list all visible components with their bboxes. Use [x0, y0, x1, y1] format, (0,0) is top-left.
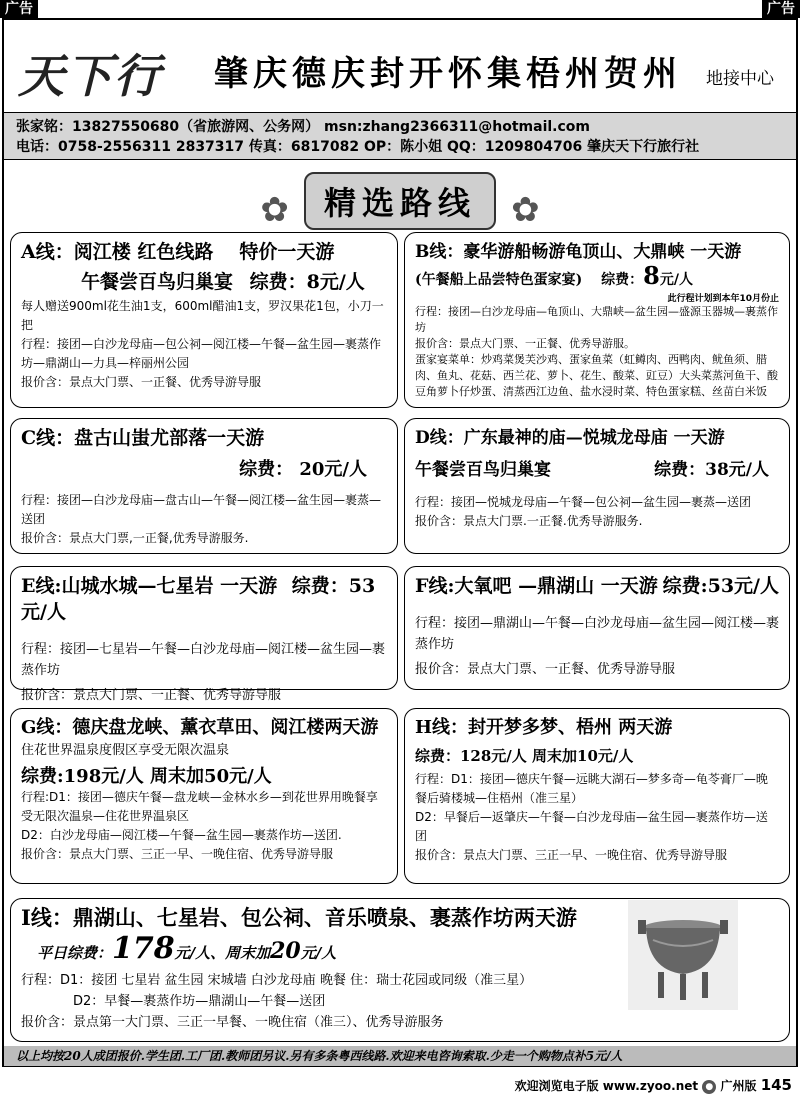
route-g-includes: 报价含：景点大门票、三正一早、一晚住宿、优秀导游导服 — [21, 847, 334, 861]
contact-line-2: 电话：0758-2556311 2837317 传真：6817082 OP：陈小姐 QQ：1209804706 肇庆天下行旅行社 — [16, 139, 700, 155]
route-f-title: F线:大氧吧 —鼎湖山 一天游 — [415, 575, 658, 597]
section-title: 精选路线 — [304, 172, 496, 230]
route-card-c — [10, 418, 398, 554]
contact-line-1: 张家铭：13827550680（省旅游网、公务网） msn:zhang2366311@hotmail.com — [16, 119, 590, 135]
route-card-e — [10, 566, 398, 703]
route-e-includes: 报价含：景点大门票、一正餐、优秀导游导服 — [21, 688, 282, 703]
route-a-itinerary: 行程：接团—白沙龙母庙—包公祠—阅江楼—午餐—盆生园—裹蒸作坊—鼎湖山—力具—梓丽州公园 — [21, 337, 382, 370]
route-b-menu: 蛋家宴菜单：炒鸡菜煲芙沙鸡、蛋家鱼菜（虹鳟肉、西鸭肉、鱿鱼须、腊肉、鱼丸、花菇、西兰花、萝卜、花生、酸菜、豇豆）大头菜蒸河鱼干、酸豆角萝卜仔炒蛋、清蒸西江边鱼、盐水浸时菜、特色蛋家糕、丝苗白米饭 — [415, 353, 778, 398]
brand-logo: 天下行 — [18, 49, 162, 103]
route-c-price: 综费： 20元/人 — [239, 459, 367, 480]
route-i-d1: 行程：D1：接团 七星岩 盆生园 宋城墙 白沙龙母庙 晚餐 住：瑞士花园或同级（准三星） — [21, 973, 533, 988]
route-a-title: A线：阅江楼 红色线路 — [21, 241, 214, 263]
route-h-price: 综费：128元/人 周末加10元/人 — [415, 747, 634, 765]
route-g-d2: D2：白沙龙母庙—阅江楼—午餐—盆生园—裹蒸作坊—送团. — [21, 828, 342, 842]
route-i-price-mid: 元/人、周末加 — [174, 944, 271, 962]
route-i-includes: 报价含：景点第一大门票、三正一早餐、一晚住宿（准三）、优秀导游服务 — [21, 1015, 444, 1030]
route-c-title: C线：盘古山蚩尤部落一天游 — [21, 427, 265, 449]
flower-icon: ✿ — [511, 189, 540, 230]
logo-dot-icon: ● — [702, 1080, 716, 1094]
route-d-itinerary: 行程：接团—悦城龙母庙—午餐—包公祠—盆生园—裹蒸—送团 — [415, 495, 752, 509]
route-e-itinerary: 行程：接团—七星岩—午餐—白沙龙母庙—阅江楼—盆生园—裹蒸作坊 — [21, 642, 386, 678]
route-a-tag: 特价一天游 — [239, 241, 335, 263]
route-h-title: H线：封开梦多梦、梧州 两天游 — [415, 717, 673, 738]
header — [4, 30, 796, 108]
route-d-title: D线：广东最神的庙—悦城龙母庙 一天游 — [415, 428, 725, 448]
route-g-sub: 住花世界温泉度假区享受无限次温泉 — [21, 743, 230, 758]
route-i-d2: D2：早餐—裹蒸作坊—鼎湖山—午餐—送团 — [73, 994, 326, 1009]
center-label: 地接中心 — [706, 69, 774, 89]
route-i-extra-num: 20 — [270, 938, 301, 964]
route-c-includes: 报价含：景点大门票,一正餐,优秀导游服务. — [21, 531, 249, 545]
route-b-price-label: 综费： — [601, 272, 644, 288]
route-g-d1: 行程:D1：接团—德庆午餐—盘龙峡—金林水乡—到花世界用晚餐享受无限次温泉—住花世界温泉区 — [21, 790, 378, 823]
route-b-price-num: 8 — [643, 261, 660, 290]
route-b-itinerary: 行程：接团—白沙龙母庙—龟顶山、大鼎峡—盆生园—盛源玉器城—裹蒸作坊 — [415, 305, 778, 334]
route-e-price: 综费：53元/人 — [21, 575, 376, 623]
section-heading — [0, 166, 800, 230]
route-card-h — [404, 708, 790, 884]
footer-note: 以上均按20人成团报价.学生团.工厂团.教师团另议.另有多条粤西线路.欢迎来电咨询索取.少走一个购物点补5元/人 — [4, 1046, 796, 1066]
page-number: 145 — [760, 1076, 792, 1094]
route-i-title: I线：鼎湖山、七星岩、包公祠、音乐喷泉、裹蒸作坊两天游 — [21, 905, 577, 930]
bronze-urn-image — [628, 900, 738, 1010]
route-i-price-num: 178 — [112, 931, 175, 966]
route-i-price-prefix: 平日综费： — [37, 944, 113, 962]
route-a-meal: 午餐尝百鸟归巢宴 — [81, 271, 234, 293]
cities-heading: 肇庆德庆封开怀集梧州贺州 — [214, 54, 682, 94]
route-g-title: G线：德庆盘龙峡、薰衣草田、阅江楼两天游 — [21, 717, 379, 738]
route-e-title: E线:山城水城—七星岩 一天游 — [21, 575, 278, 597]
route-card-a — [10, 232, 398, 408]
route-f-itinerary: 行程：接团—鼎湖山—午餐—白沙龙母庙—盆生园—阅江楼—裹蒸作坊 — [415, 616, 780, 652]
route-g-price: 综费:198元/人 周末加50元/人 — [21, 766, 272, 787]
route-i-extra-unit: 元/人 — [300, 944, 337, 962]
route-a-price: 综费：8元/人 — [249, 271, 365, 293]
footer-edition: 广州版 — [720, 1079, 757, 1093]
route-d-price: 综费：38元/人 — [654, 460, 769, 480]
route-b-includes: 报价含：景点大门票、一正餐、优秀导游服。 — [415, 337, 635, 350]
ad-tag-right: 广告 — [762, 0, 800, 18]
route-a-includes: 报价含：景点大门票、一正餐、优秀导游导服 — [21, 375, 262, 389]
route-f-price: 综费:53元/人 — [662, 575, 779, 597]
route-card-b — [404, 232, 790, 408]
route-h-d2: D2：早餐后—返肇庆—午餐—白沙龙母庙—盆生园—裹蒸作坊—送团 — [415, 810, 768, 843]
route-card-g — [10, 708, 398, 884]
route-d-meal: 午餐尝百鸟归巢宴 — [415, 460, 551, 480]
route-c-itinerary: 行程：接团—白沙龙母庙—盘古山—午餐—阅江楼—盆生园—裹蒸—送团 — [21, 493, 382, 526]
route-b-valid: 此行程计划到本年10月份止 — [667, 294, 779, 304]
route-b-title: B线：豪华游船畅游龟顶山、大鼎峡 — [415, 242, 685, 262]
footer-site-text: 欢迎浏览电子版 www.zyoo.net — [514, 1079, 699, 1093]
route-h-d1: 行程：D1：接团—德庆午餐—远眺大湖石—梦多奇—龟苓膏厂—晚餐后骑楼城—住梧州（准三星） — [415, 772, 768, 805]
flower-icon: ✿ — [260, 189, 289, 230]
route-h-includes: 报价含：景点大门票、三正一早、一晚住宿、优秀导游导服 — [415, 848, 728, 862]
contact-bar — [4, 112, 796, 160]
route-b-price-unit: 元/人 — [659, 272, 693, 288]
route-card-d — [404, 418, 790, 554]
route-f-includes: 报价含：景点大门票、一正餐、优秀导游导服 — [415, 662, 676, 677]
route-b-meal: (午餐船上品尝特色蛋家宴) — [415, 272, 583, 288]
page-footer — [515, 1076, 792, 1094]
route-b-tag: 一天游 — [690, 242, 742, 262]
route-a-gift: 每人赠送900ml花生油1支，600ml醋油1支，罗汉果花1包，小刀一把 — [21, 299, 384, 332]
ad-tag-left: 广告 — [0, 0, 38, 18]
route-d-includes: 报价含：景点大门票.一正餐.优秀导游服务. — [415, 514, 643, 528]
route-card-f — [404, 566, 790, 690]
